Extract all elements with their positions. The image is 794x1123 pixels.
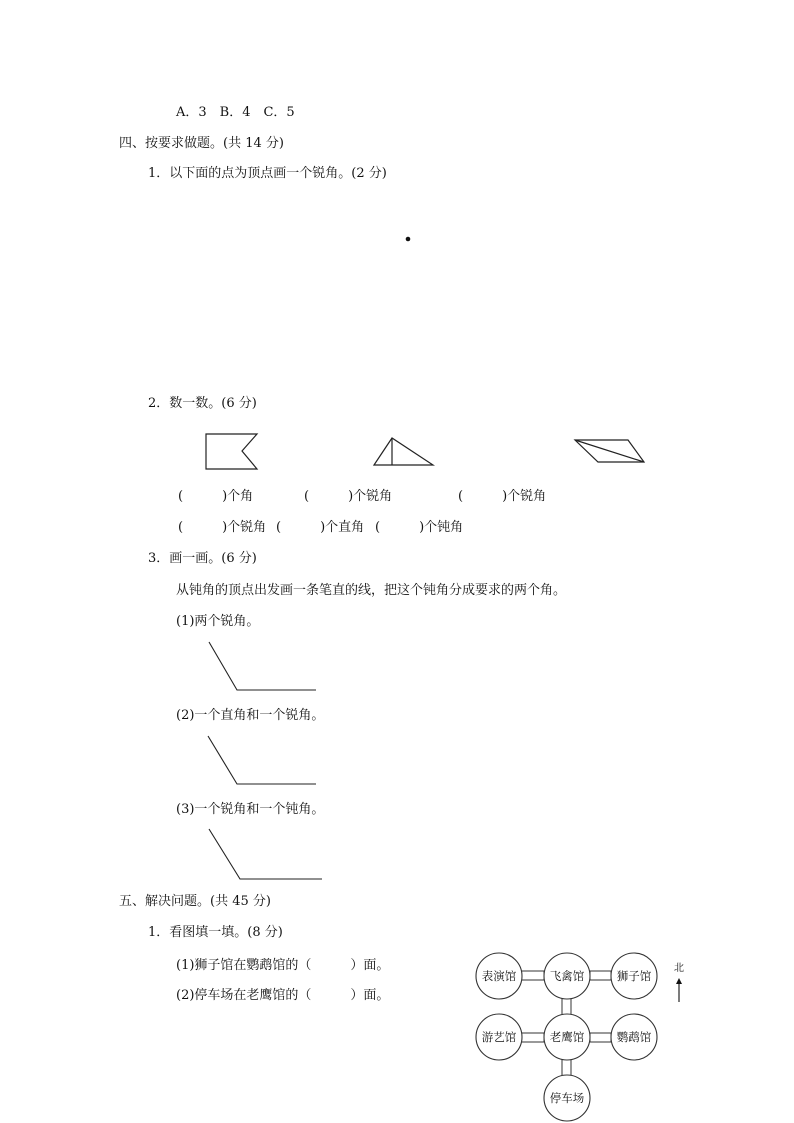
map-node-label: 游艺馆 (481, 1030, 517, 1044)
sub-question: (2)一个直角和一个锐角。 (176, 708, 325, 723)
answer-blank: ( )个角 (178, 489, 254, 504)
options-line: A．3 B．4 C．5 (176, 105, 295, 120)
fill-blank-item: (2)停车场在老鹰馆的（ ）面。 (176, 988, 390, 1003)
fill-blank-item: (1)狮子馆在鹦鹉馆的（ ）面。 (176, 958, 390, 973)
north-arrow-icon (676, 978, 682, 1002)
question-title: 2．数一数。(6 分) (148, 396, 257, 411)
map-node-label: 表演馆 (481, 969, 517, 983)
answer-blank: ( )个直角 (276, 520, 365, 535)
answer-blank: ( )个锐角 (178, 520, 267, 535)
map-node-label: 飞禽馆 (549, 969, 585, 983)
sub-question: (3)一个锐角和一个钝角。 (176, 802, 325, 817)
map-node-label: 鹦鹉馆 (616, 1030, 652, 1044)
map-node-label: 老鹰馆 (549, 1030, 585, 1044)
question-title: 3．画一画。(6 分) (148, 551, 257, 566)
sub-question: (1)两个锐角。 (176, 614, 260, 629)
answer-blank: ( )个钝角 (375, 520, 464, 535)
section-heading: 四、按要求做题。(共 14 分) (119, 136, 284, 151)
north-label: 北 (674, 963, 684, 974)
question-title: 1．看图填一填。(8 分) (148, 925, 283, 940)
answer-blank: ( )个锐角 (458, 489, 547, 504)
map-node-label: 狮子馆 (616, 969, 652, 983)
section-heading: 五、解决问题。(共 45 分) (119, 894, 271, 909)
question-title: 1．以下面的点为顶点画一个锐角。(2 分) (148, 166, 387, 181)
answer-blank: ( )个锐角 (304, 489, 393, 504)
map-node-label: 停车场 (549, 1091, 585, 1105)
instruction-text: 从钝角的顶点出发画一条笔直的线，把这个钝角分成要求的两个角。 (176, 583, 567, 598)
